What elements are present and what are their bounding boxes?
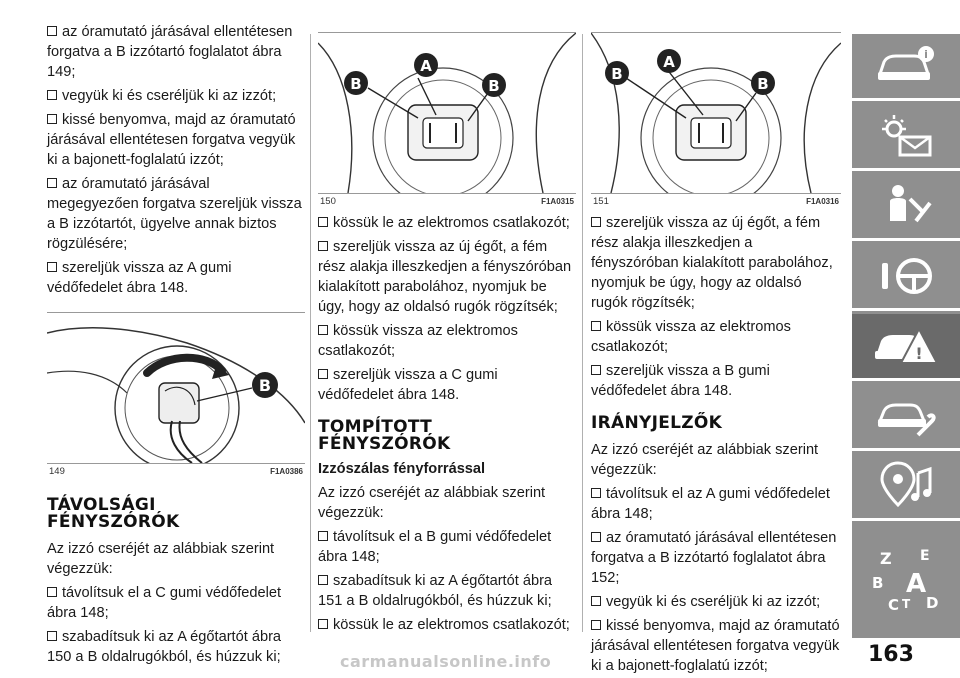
- checkbox-bullet-icon: [318, 325, 328, 335]
- index-letter: B: [872, 574, 884, 592]
- index-letter: T: [902, 597, 911, 611]
- checkbox-bullet-icon: [47, 26, 57, 36]
- step: szereljük vissza a B gumi védőfedelet ábra 148.: [591, 363, 770, 399]
- checkbox-bullet-icon: [318, 241, 328, 251]
- section-title-turn-signals: IRÁNYJELZŐK: [591, 413, 723, 433]
- checkbox-bullet-icon: [591, 532, 601, 542]
- maintenance-icon: [874, 391, 938, 441]
- safety-icon: [874, 181, 938, 231]
- headlamp-illustration-149: [47, 313, 305, 463]
- svg-text:i: i: [924, 48, 928, 61]
- tab-separator: [852, 518, 960, 521]
- tab-maintenance[interactable]: [852, 384, 960, 448]
- page-number: 163: [868, 642, 914, 667]
- step: szabadítsuk ki az A égőtartót ábra 150 a B oldalrugókból, és húzzuk ki;: [47, 629, 282, 665]
- step: kissé benyomva, majd az óramutató járásával ellentétesen forgatva vegyük ki a bajonett-foglalatú izzót;: [47, 112, 296, 168]
- checkbox-bullet-icon: [318, 217, 328, 227]
- callout-b: B: [258, 376, 272, 395]
- watermark: carmanualsonline.info: [340, 652, 552, 671]
- callout-a: A: [420, 57, 432, 75]
- callout-b-right: B: [757, 75, 769, 93]
- index-letter: A: [906, 569, 927, 599]
- step: kössük le az elektromos csatlakozót;: [318, 213, 576, 233]
- figure-caption: [591, 194, 841, 207]
- figure-code: F1A0315: [541, 197, 574, 206]
- multimedia-icon: [874, 459, 938, 513]
- checkbox-bullet-icon: [318, 575, 328, 585]
- callout-b-left: B: [611, 65, 623, 83]
- figure-150: [318, 32, 576, 194]
- tab-warning-lights[interactable]: [852, 104, 960, 168]
- index-letter: E: [920, 548, 930, 564]
- step: vegyük ki és cseréljük ki az izzót;: [591, 592, 841, 612]
- checkbox-bullet-icon: [591, 365, 601, 375]
- intro-text: Az izzó cseréjét az alábbiak szerint végezzük:: [47, 541, 275, 577]
- tab-safety[interactable]: [852, 174, 960, 238]
- svg-text:!: !: [915, 344, 923, 363]
- step: kössük le az elektromos csatlakozót;: [318, 615, 576, 635]
- chapter-sidebar: [852, 34, 960, 638]
- index-letter: D: [926, 594, 939, 612]
- step: szereljük vissza az új égőt, a fém rész alakja illeszkedjen a fényszóróban kialakított parabolához, nyomjuk be úgy, hogy az oldalsó rugók rögzítsék;: [591, 215, 833, 311]
- step: szabadítsuk ki az A égőtartót ábra 151 a B oldalrugókból, és húzzuk ki;: [318, 573, 553, 609]
- tab-emergency[interactable]: [852, 314, 960, 378]
- index-letter: Z: [880, 549, 892, 568]
- column-1: [47, 22, 305, 671]
- checkbox-bullet-icon: [47, 587, 57, 597]
- figure-number: 151: [593, 196, 609, 207]
- intro-text: Az izzó cseréjét az alábbiak szerint végezzük:: [591, 442, 819, 478]
- step: az óramutató járásával ellentétesen forgatva a B izzótartó foglalatot ábra 149;: [47, 24, 293, 80]
- headlamp-illustration-150: [318, 33, 576, 193]
- tab-separator: [852, 378, 960, 381]
- figure-149: [47, 312, 305, 464]
- tab-separator: [852, 238, 960, 241]
- figure-code: F1A0386: [270, 467, 303, 476]
- step: szereljük vissza a C gumi védőfedelet ábra 148.: [318, 367, 498, 403]
- car-info-icon: [874, 44, 938, 88]
- checkbox-bullet-icon: [47, 178, 57, 188]
- figure-151: [591, 32, 841, 194]
- checkbox-bullet-icon: [47, 114, 57, 124]
- figure-code: F1A0316: [806, 197, 839, 206]
- tab-car-info[interactable]: [852, 34, 960, 98]
- checkbox-bullet-icon: [47, 631, 57, 641]
- tab-multimedia[interactable]: [852, 454, 960, 518]
- headlamp-illustration-151: [591, 33, 841, 193]
- emergency-icon: [871, 321, 941, 371]
- figure-caption: [47, 464, 305, 477]
- step: távolítsuk el a C gumi védőfedelet ábra 148;: [47, 585, 282, 621]
- checkbox-bullet-icon: [591, 321, 601, 331]
- column-2: [318, 22, 576, 639]
- checkbox-bullet-icon: [591, 217, 601, 227]
- checkbox-bullet-icon: [318, 369, 328, 379]
- step: vegyük ki és cseréljük ki az izzót;: [47, 86, 305, 106]
- step: az óramutató járásával ellentétesen forgatva a B izzótartó foglalatot ábra 152;: [591, 530, 837, 586]
- step: távolítsuk el a B gumi védőfedelet ábra 148;: [318, 529, 552, 565]
- checkbox-bullet-icon: [591, 488, 601, 498]
- step: távolítsuk el az A gumi védőfedelet ábra 148;: [591, 486, 830, 522]
- checkbox-bullet-icon: [591, 596, 601, 606]
- step: szereljük vissza az A gumi védőfedelet ábra 148.: [47, 260, 232, 296]
- warning-lights-icon: [874, 111, 938, 161]
- driving-icon: [874, 251, 938, 301]
- index-letter: C: [888, 596, 900, 614]
- tab-separator: [852, 448, 960, 451]
- checkbox-bullet-icon: [591, 620, 601, 630]
- checkbox-bullet-icon: [47, 90, 57, 100]
- checkbox-bullet-icon: [47, 262, 57, 272]
- tab-separator: [852, 308, 960, 311]
- step: kissé benyomva, majd az óramutató járásával ellentétesen forgatva vegyük ki a bajonett-foglalatú izzót;: [591, 618, 840, 674]
- checkbox-bullet-icon: [318, 531, 328, 541]
- tab-index[interactable]: [852, 524, 960, 634]
- column-3: [591, 22, 841, 678]
- section-title-low-beam: TOMPÍTOTT FÉNYSZÓRÓK: [318, 417, 451, 454]
- figure-number: 149: [49, 466, 65, 477]
- step: szereljük vissza az új égőt, a fém rész alakja illeszkedjen a fényszóróban kialakított parabolához, nyomjuk be úgy, hogy az oldalsó rugók rögzítsék;: [318, 239, 572, 315]
- step: az óramutató járásával megegyezően forgatva szereljük vissza a B izzótartót, ügyelve annak biztos rögzülésére;: [47, 176, 302, 252]
- callout-a: A: [663, 53, 675, 71]
- column-divider-1: [310, 34, 311, 632]
- checkbox-bullet-icon: [318, 619, 328, 629]
- subsection-title: Izzószálas fényforrással: [318, 461, 486, 477]
- tab-driving[interactable]: [852, 244, 960, 308]
- step: kössük vissza az elektromos csatlakozót;: [318, 323, 518, 359]
- tab-separator: [852, 98, 960, 101]
- section-title-high-beam: TÁVOLSÁGI FÉNYSZÓRÓK: [47, 495, 180, 532]
- figure-number: 150: [320, 196, 336, 207]
- intro-text: Az izzó cseréjét az alábbiak szerint végezzük:: [318, 485, 546, 521]
- tab-separator: [852, 168, 960, 171]
- column-divider-2: [582, 34, 583, 632]
- callout-b-left: B: [350, 75, 362, 93]
- index-icon: [866, 544, 946, 614]
- figure-caption: [318, 194, 576, 207]
- step: kössük vissza az elektromos csatlakozót;: [591, 319, 791, 355]
- callout-b-right: B: [488, 77, 500, 95]
